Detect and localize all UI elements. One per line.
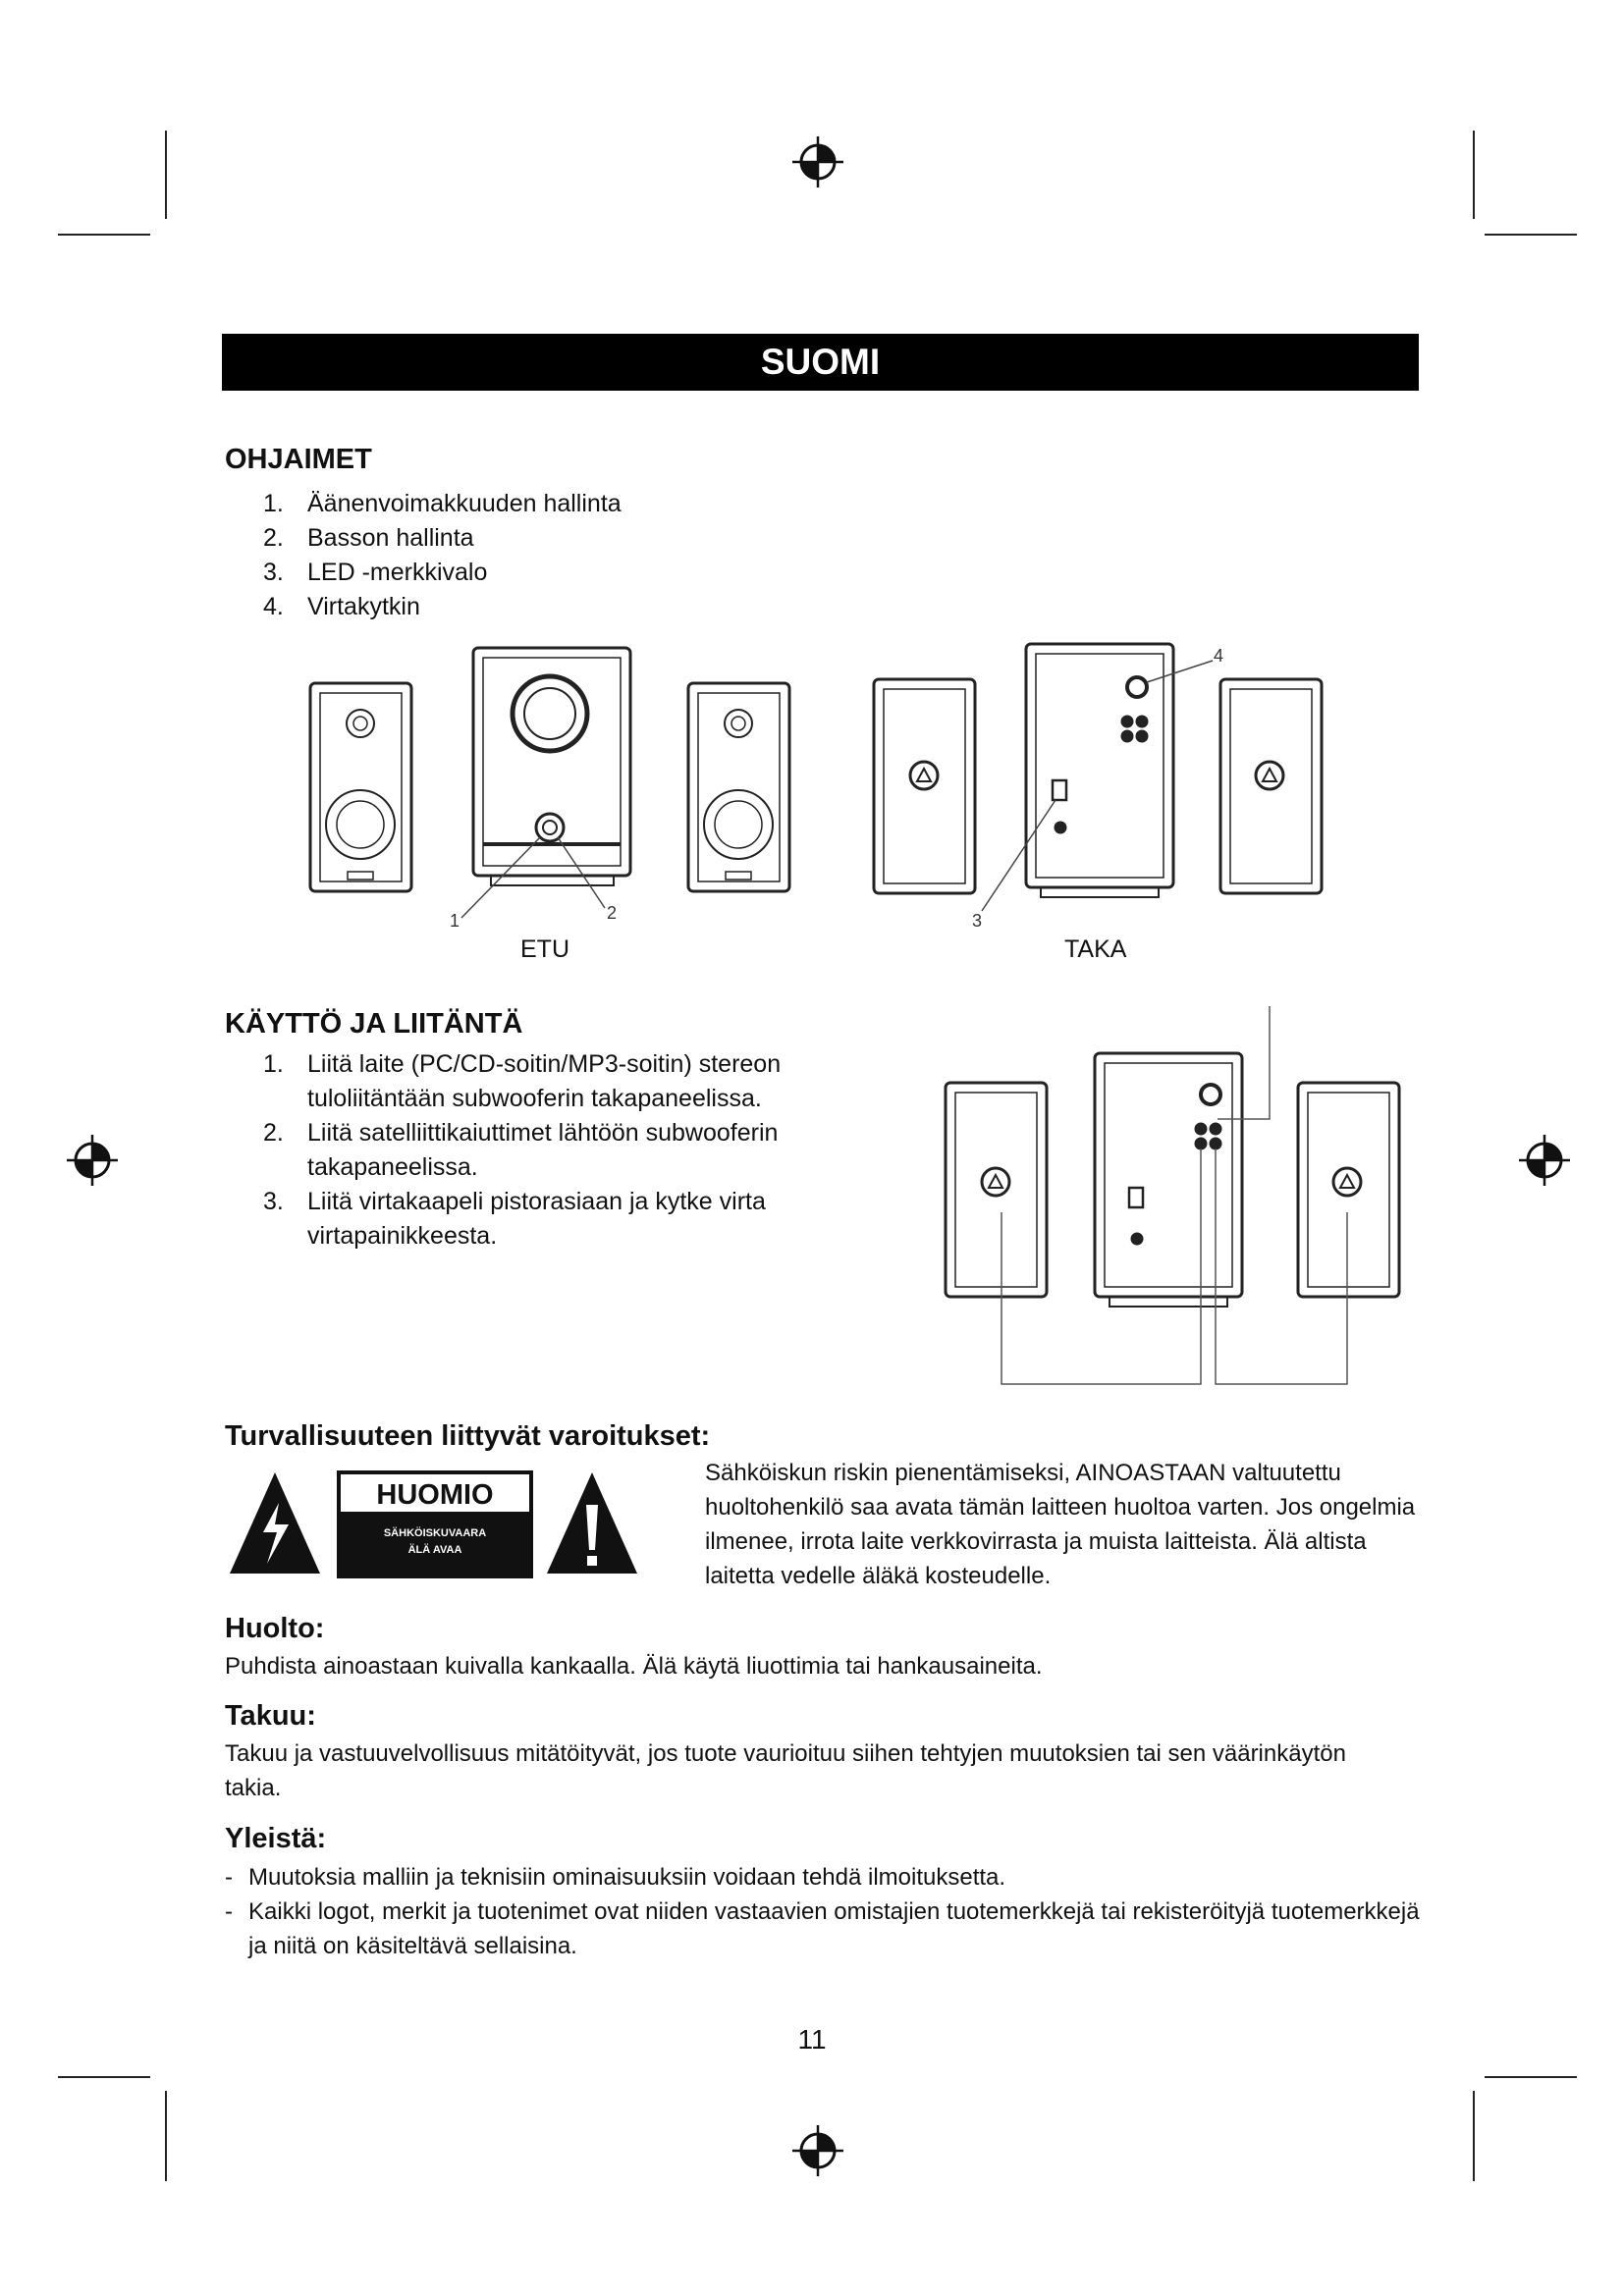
section-banner: SUOMI: [222, 334, 1419, 391]
registration-mark-icon: [790, 134, 845, 189]
caution-label-line-2: ÄLÄ AVAA: [407, 1544, 462, 1556]
general-list: [225, 1860, 1428, 1963]
registration-mark-icon: [1517, 1133, 1572, 1188]
callout-4: 4: [1214, 646, 1224, 666]
list-item: 1. Äänenvoimakkuuden hallinta: [263, 490, 622, 517]
general-heading: Yleistä:: [225, 1823, 327, 1854]
caution-label-line-1: SÄHKÖISKUVAARA: [383, 1527, 487, 1539]
list-item: 2. Liitä satelliittikaiuttimet lähtöön subwooferin takapaneelissa.: [263, 1119, 779, 1181]
caution-label: [337, 1470, 533, 1578]
safety-heading: Turvallisuuteen liittyvät varoitukset:: [225, 1420, 711, 1452]
back-view-label: TAKA: [1064, 935, 1127, 963]
safety-text: Sähköiskun riskin pienentämiseksi, AINOASTAAN valtuutettu huoltohenkilö saa avata tämän laitteen huoltoa varten. Jos ongelmia ilmenee, irrota laite verkkovirrasta ja muista laitteista. Älä altista laitetta vedelle äläkä kosteudelle.: [705, 1460, 1416, 1589]
exclamation-warning-icon: [547, 1472, 637, 1574]
front-left-satellite: [310, 683, 411, 891]
controls-list: [263, 487, 852, 624]
usage-heading: KÄYTTÖ JA LIITÄNTÄ: [225, 1008, 523, 1040]
front-right-satellite: [688, 683, 789, 891]
maintenance-heading: Huolto:: [225, 1613, 325, 1644]
list-item: 1. Liitä laite (PC/CD-soitin/MP3-soitin) stereon tuloliitäntään subwooferin takapaneelissa.: [263, 1050, 782, 1112]
lightning-warning-icon: [230, 1472, 320, 1574]
usage-list: [263, 1047, 833, 1254]
callout-1: 1: [450, 911, 460, 931]
callout-3: 3: [972, 911, 983, 931]
speaker-front-back-diagram: [295, 628, 1394, 942]
list-item: 3. LED -merkkivalo: [263, 559, 488, 586]
callout-2: 2: [607, 903, 618, 923]
list-item: 3. Liitä virtakaapeli pistorasiaan ja kytke virta virtapainikkeesta.: [263, 1188, 766, 1250]
front-view-label: ETU: [520, 935, 569, 963]
controls-heading: OHJAIMET: [225, 444, 372, 475]
registration-mark-icon: [790, 2123, 845, 2178]
connection-subwoofer: [1095, 1053, 1242, 1307]
back-right-satellite: [1220, 679, 1322, 893]
connection-right-satellite: [1298, 1083, 1399, 1297]
warranty-text: Takuu ja vastuuvelvollisuus mitätöityvät, jos tuote vaurioituu siihen tehtyjen muutoksien tai sen väärinkäytön takia.: [225, 1740, 1346, 1801]
warranty-heading: Takuu:: [225, 1700, 316, 1732]
connection-left-satellite: [946, 1083, 1047, 1297]
front-subwoofer: [473, 648, 630, 885]
back-left-satellite: [874, 679, 975, 893]
list-item: 2. Basson hallinta: [263, 524, 474, 552]
page-number: 11: [797, 2024, 827, 2055]
back-subwoofer: [1026, 644, 1173, 897]
list-item: - Kaikki logot, merkit ja tuotenimet ovat niiden vastaavien omistajien tuotemerkkejä tai rekisteröityjä tuotemerkkejä ja niitä on käsiteltävä sellaisina.: [225, 1898, 1420, 1959]
safety-label-graphic: [226, 1468, 687, 1580]
caution-label-title: HUOMIO: [376, 1479, 494, 1511]
maintenance-text: Puhdista ainoastaan kuivalla kankaalla. Älä käytä liuottimia tai hankausaineita.: [225, 1653, 1043, 1680]
list-item: 4. Virtakytkin: [263, 593, 420, 620]
connection-diagram: [923, 991, 1424, 1394]
list-item: - Muutoksia malliin ja teknisiin ominaisuuksiin voidaan tehdä ilmoituksetta.: [225, 1864, 1006, 1891]
registration-mark-icon: [65, 1133, 120, 1188]
